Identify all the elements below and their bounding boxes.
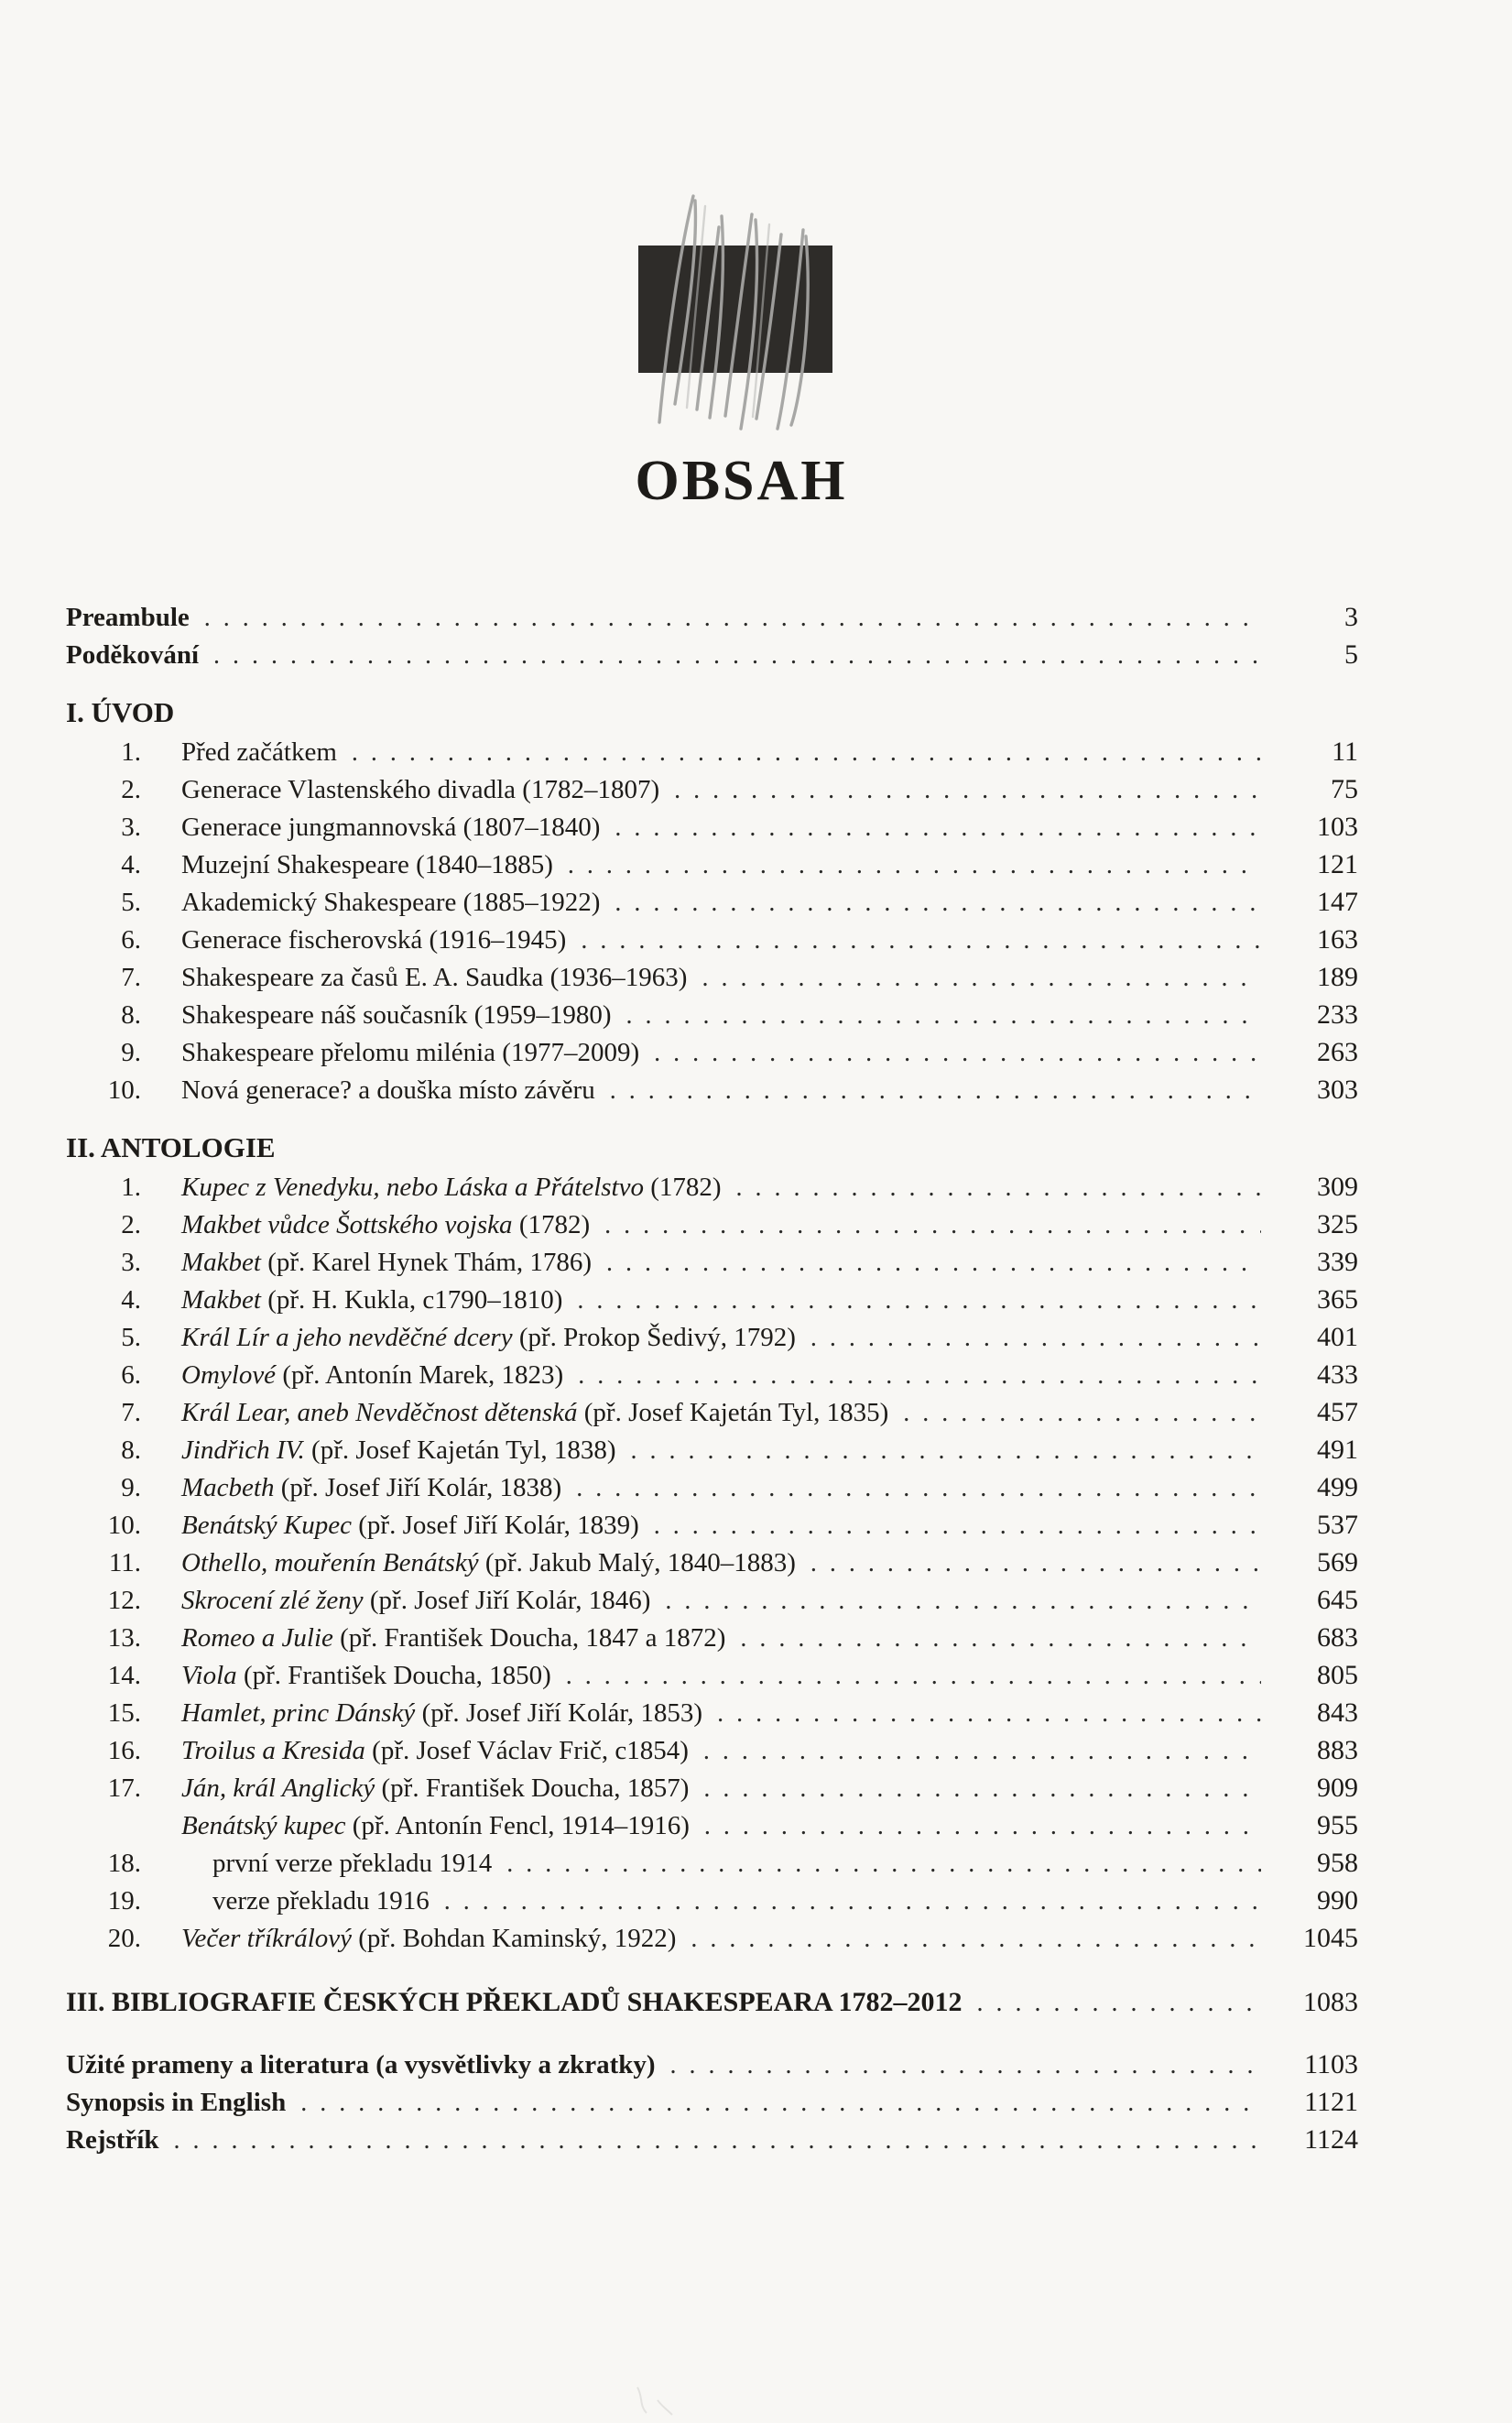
entry-title-roman: (př. František Doucha, 1847 a 1872): [332, 1623, 726, 1653]
dot-leader: [566, 1658, 1261, 1695]
entry-title-italic: Troilus a Kresida: [181, 1736, 365, 1765]
entry-number: 6.: [121, 1360, 141, 1390]
entry-title: [141, 1034, 639, 1071]
publisher-logo: [623, 188, 852, 431]
dot-leader: [631, 1433, 1262, 1469]
entry-title-italic: Kupec z Venedyku, nebo Láska a Přátelstvo: [181, 1173, 644, 1202]
dot-leader: [578, 1358, 1261, 1394]
entry-title-roman: (př. Karel Hynek Thám, 1786): [260, 1248, 593, 1277]
entry-title: [66, 2084, 286, 2121]
entry-number: 9.: [121, 1473, 141, 1502]
page-number: 339: [1317, 1247, 1358, 1277]
entry-number: 18.: [107, 1849, 141, 1878]
entry-title: [141, 846, 553, 883]
entry-number: 15.: [107, 1698, 141, 1728]
entry-number: 7.: [121, 963, 141, 992]
entry-title: [141, 1319, 796, 1356]
entry-title-roman: (př. František Doucha, 1850): [236, 1661, 551, 1690]
dot-leader: [703, 1733, 1261, 1770]
entry-title: [141, 1770, 689, 1806]
entry-title: [141, 1732, 689, 1769]
page-number: 75: [1331, 774, 1358, 804]
dot-leader: [576, 1470, 1261, 1507]
dot-leader: [704, 1808, 1261, 1845]
entry-label: Rejstřík: [66, 2125, 159, 2155]
entry-title-roman: (př. Josef Jiří Kolár, 1838): [274, 1473, 562, 1502]
entry-title: [141, 1507, 639, 1544]
page-number: 1103: [1304, 2049, 1358, 2079]
entry-title: [141, 1394, 888, 1431]
entry-title-roman: Generace Vlastenského divadla (1782–1807): [181, 775, 660, 804]
dot-leader: [703, 1771, 1261, 1807]
entry-title-roman: Akademický Shakespeare (1885–1922): [181, 888, 601, 917]
entry-number: 5.: [121, 1323, 141, 1352]
page-number: 805: [1317, 1660, 1358, 1690]
page-number: 365: [1317, 1284, 1358, 1315]
dot-leader: [615, 885, 1261, 922]
dot-leader: [568, 847, 1261, 884]
toc-entry: [66, 1981, 1358, 2025]
dot-leader: [604, 1207, 1261, 1244]
toc-entry: [66, 1620, 1358, 1657]
dot-leader: [977, 1982, 1261, 2025]
entry-title-italic: Makbet: [181, 1285, 261, 1315]
section-heading: II. ANTOLOGIE: [66, 1131, 276, 1163]
entry-title: [141, 1695, 702, 1731]
entry-title-roman: Generace jungmannovská (1807–1840): [181, 813, 601, 842]
entry-title-italic: Benátský kupec: [181, 1811, 346, 1840]
entry-title: [66, 637, 199, 673]
dot-leader: [610, 1073, 1261, 1109]
page-number: 1083: [1303, 1987, 1358, 2017]
page-number: 958: [1317, 1848, 1358, 1878]
entry-title: [141, 1072, 595, 1108]
entry-title-roman: (př. Josef Kajetán Tyl, 1838): [304, 1435, 616, 1465]
entry-title-roman: (př. Bohdan Kaminský, 1922): [352, 1924, 677, 1953]
toc-entry: [66, 1469, 1358, 1507]
toc-entry: [66, 922, 1358, 959]
toc-entry: [66, 884, 1358, 922]
entry-label: Užité prameny a literatura (a vysvětlivky a zkratky): [66, 2050, 656, 2079]
entry-title-roman: Shakespeare přelomu milénia (1977–2009): [181, 1038, 640, 1067]
entry-title: [141, 1883, 430, 1919]
entry-title: [141, 922, 566, 958]
toc-entry: [66, 959, 1358, 997]
entry-title-roman: (1782): [512, 1210, 591, 1239]
dot-leader: [577, 1282, 1261, 1319]
entry-title: [141, 1432, 616, 1468]
toc-entry: [66, 1282, 1358, 1319]
page-number: 909: [1317, 1773, 1358, 1803]
dot-leader: [810, 1320, 1261, 1357]
entry-title: [141, 1620, 725, 1656]
toc-entry: [66, 1357, 1358, 1394]
toc-entry: [66, 1883, 1358, 1920]
entry-number: 10.: [107, 1075, 141, 1105]
dot-leader: [173, 2123, 1261, 2159]
entry-number: 2.: [121, 775, 141, 804]
dot-leader: [717, 1696, 1261, 1732]
entry-title: [141, 884, 600, 921]
toc-entry: [66, 1695, 1358, 1732]
page-number: 433: [1317, 1359, 1358, 1390]
entry-title: [141, 1282, 562, 1318]
page-number: 147: [1317, 887, 1358, 917]
entry-title: [141, 1920, 676, 1957]
toc-entry: [66, 599, 1358, 637]
entry-title: [141, 734, 337, 770]
entry-title-italic: Benátský Kupec: [181, 1511, 353, 1540]
dot-leader: [626, 998, 1261, 1034]
toc-entry: [66, 809, 1358, 846]
dot-leader: [654, 1508, 1261, 1544]
page-number: 103: [1317, 812, 1358, 842]
entry-number: 1.: [121, 737, 141, 767]
entry-number: 12.: [107, 1586, 141, 1615]
dot-leader: [581, 922, 1261, 959]
entry-title: [141, 1807, 690, 1844]
dot-leader: [740, 1621, 1261, 1657]
toc-entry: [66, 1732, 1358, 1770]
page-number: 990: [1317, 1885, 1358, 1915]
page-number: 5: [1344, 639, 1358, 670]
entry-title: [141, 1469, 561, 1506]
entry-title: [141, 1357, 563, 1393]
toc-entry: [66, 771, 1358, 809]
entry-title-italic: Král Lír a jeho nevděčné dcery: [181, 1323, 513, 1352]
page-number: 401: [1317, 1322, 1358, 1352]
page-number: 843: [1317, 1697, 1358, 1728]
dot-leader: [810, 1545, 1261, 1582]
scan-artifact: [630, 2378, 685, 2418]
entry-title-roman: (1782): [643, 1173, 722, 1202]
entry-number: 4.: [121, 850, 141, 879]
dot-leader: [736, 1170, 1261, 1206]
entry-title-roman: (př. H. Kukla, c1790–1810): [260, 1285, 563, 1315]
entry-number: 16.: [107, 1736, 141, 1765]
dot-leader: [702, 960, 1261, 997]
entry-title: [141, 1206, 590, 1243]
page-number: 457: [1317, 1397, 1358, 1427]
entry-title-roman: (př. Josef Kajetán Tyl, 1835): [577, 1398, 889, 1427]
dot-leader: [691, 1921, 1261, 1958]
dot-leader: [606, 1245, 1261, 1282]
entry-title-roman: (př. Josef Jiří Kolár, 1846): [363, 1586, 651, 1615]
entry-title-italic: Othello, mouřenín Benátský: [181, 1548, 479, 1577]
dot-leader: [903, 1395, 1261, 1432]
toc-entry: [66, 1034, 1358, 1072]
dot-leader: [674, 772, 1261, 809]
entry-title-roman: první verze překladu 1914: [212, 1849, 493, 1878]
toc-entry: [66, 2122, 1358, 2159]
entry-title-italic: Viola: [181, 1661, 237, 1690]
toc-entry: [66, 1206, 1358, 1244]
entry-title: [66, 1981, 963, 2024]
toc-entry: [66, 1544, 1358, 1582]
toc-entry: [66, 1319, 1358, 1357]
section-heading: I. ÚVOD: [66, 696, 175, 728]
entry-title: [66, 2046, 656, 2083]
entry-title-italic: Hamlet, princ Dánský: [181, 1698, 416, 1728]
dot-leader: [204, 600, 1261, 637]
page-number: 121: [1317, 849, 1358, 879]
entry-title-roman: Před začátkem: [181, 737, 337, 767]
entry-title-roman: Shakespeare náš současník (1959–1980): [181, 1000, 612, 1030]
entry-label: Poděkování: [66, 640, 200, 670]
entry-number: 2.: [121, 1210, 141, 1239]
entry-title: [141, 1169, 722, 1206]
toc-entry: [66, 1770, 1358, 1807]
entry-number: 9.: [121, 1038, 141, 1067]
entry-title: [141, 959, 687, 996]
dot-leader: [352, 735, 1261, 771]
entry-title-roman: (př. Antonín Marek, 1823): [276, 1360, 564, 1390]
entry-title-roman: Nová generace? a douška místo závěru: [181, 1075, 595, 1105]
entry-title: [141, 1544, 796, 1581]
entry-title-roman: Shakespeare za časů E. A. Saudka (1936–1963): [181, 963, 688, 992]
page-number: 883: [1317, 1735, 1358, 1765]
entry-title-roman: (př. Prokop Šedivý, 1792): [512, 1323, 796, 1352]
entry-title: [141, 1244, 592, 1281]
page-number: 1124: [1304, 2124, 1358, 2155]
entry-number: 4.: [121, 1285, 141, 1315]
scribble-logo-icon: [623, 188, 852, 431]
page-number: 645: [1317, 1585, 1358, 1615]
toc-entry: [66, 1845, 1358, 1883]
entry-title: [141, 809, 600, 846]
toc-entry: [66, 1244, 1358, 1282]
page-number: 11: [1332, 737, 1358, 767]
entry-number: 1.: [121, 1173, 141, 1202]
toc-entry: [66, 846, 1358, 884]
entry-title-roman: (př. Jakub Malý, 1840–1883): [478, 1548, 796, 1577]
page-number: 955: [1317, 1810, 1358, 1840]
page-number: 189: [1317, 962, 1358, 992]
page-number: 1121: [1304, 2087, 1358, 2117]
entry-title-italic: Macbeth: [181, 1473, 275, 1502]
entry-title: [141, 1657, 551, 1694]
entry-title-italic: Makbet: [181, 1248, 261, 1277]
page-number: 537: [1317, 1510, 1358, 1540]
toc-entry: [66, 1920, 1358, 1958]
entry-title-italic: Ján, král Anglický: [181, 1774, 375, 1803]
entry-title: [141, 1845, 492, 1882]
page-number: 303: [1317, 1075, 1358, 1105]
page-number: 491: [1317, 1435, 1358, 1465]
entry-number: 14.: [107, 1661, 141, 1690]
page-number: 499: [1317, 1472, 1358, 1502]
toc-entry: [66, 2084, 1358, 2122]
dot-leader: [300, 2085, 1261, 2122]
entry-number: 6.: [121, 925, 141, 955]
entry-title: [141, 1582, 650, 1619]
page-number: 263: [1317, 1037, 1358, 1067]
entry-title: [66, 599, 190, 636]
page-number: 569: [1317, 1547, 1358, 1577]
dot-leader: [444, 1883, 1261, 1920]
entry-number: 10.: [107, 1511, 141, 1540]
entry-number: 11.: [108, 1548, 141, 1577]
toc-entry: [66, 1169, 1358, 1206]
toc-entry: [66, 2046, 1358, 2084]
page-number: 3: [1344, 602, 1358, 632]
entry-title-italic: Jindřich IV.: [181, 1435, 305, 1465]
entry-title-italic: Omylové: [181, 1360, 277, 1390]
toc-entry: [66, 734, 1358, 771]
entry-title-italic: Král Lear, aneb Nevděčnost dětenská: [181, 1398, 578, 1427]
page-number: 325: [1317, 1209, 1358, 1239]
entry-title: [66, 2122, 158, 2158]
dot-leader: [506, 1846, 1261, 1883]
toc-entry: [66, 1582, 1358, 1620]
entry-title-roman: (př. Josef Jiří Kolár, 1839): [352, 1511, 639, 1540]
entry-title-roman: (př. Antonín Fencl, 1914–1916): [345, 1811, 690, 1840]
dot-leader: [654, 1035, 1261, 1072]
entry-number: 3.: [121, 1248, 141, 1277]
page-number: 683: [1317, 1622, 1358, 1653]
entry-title-roman: (př. Josef Václav Frič, c1854): [364, 1736, 689, 1765]
entry-number: 20.: [107, 1924, 141, 1953]
entry-title-roman: (př. Josef Jiří Kolár, 1853): [415, 1698, 703, 1728]
dot-leader: [615, 810, 1261, 846]
toc-entry: [66, 637, 1358, 674]
entry-title-roman: Generace fischerovská (1916–1945): [181, 925, 567, 955]
toc-entry: [66, 1807, 1358, 1845]
dot-leader: [665, 1583, 1261, 1620]
entry-title-roman: Muzejní Shakespeare (1840–1885): [181, 850, 553, 879]
entry-title-italic: Makbet vůdce Šottského vojska: [181, 1210, 513, 1239]
entry-title-italic: Večer tříkrálový: [181, 1924, 353, 1953]
page-number: 163: [1317, 924, 1358, 955]
entry-title-roman: verze překladu 1916: [212, 1886, 430, 1915]
toc-entry: [66, 1072, 1358, 1109]
entry-title-roman: (př. František Doucha, 1857): [375, 1774, 690, 1803]
page-title: OBSAH: [635, 450, 848, 512]
entry-label: III. BIBLIOGRAFIE ČESKÝCH PŘEKLADŮ SHAKESPEARA 1782–2012: [66, 1987, 963, 2017]
toc-entry: [66, 1657, 1358, 1695]
toc-entry: [66, 1432, 1358, 1469]
toc-entry: [66, 997, 1358, 1034]
entry-title: [141, 997, 612, 1033]
page-number: 233: [1317, 999, 1358, 1030]
entry-title-italic: Romeo a Julie: [181, 1623, 333, 1653]
entry-number: 3.: [121, 813, 141, 842]
page-number: 309: [1317, 1172, 1358, 1202]
entry-label: Preambule: [66, 603, 190, 632]
entry-number: 5.: [121, 888, 141, 917]
dot-leader: [213, 638, 1261, 674]
entry-label: Synopsis in English: [66, 2088, 287, 2117]
dot-leader: [670, 2047, 1261, 2084]
table-of-contents: [66, 599, 1358, 2159]
entry-number: 17.: [107, 1774, 141, 1803]
toc-entry: [66, 1507, 1358, 1544]
entry-title: [141, 771, 659, 808]
toc-entry: [66, 1394, 1358, 1432]
entry-number: 13.: [107, 1623, 141, 1653]
entry-number: 8.: [121, 1435, 141, 1465]
entry-number: 7.: [121, 1398, 141, 1427]
entry-number: 8.: [121, 1000, 141, 1030]
entry-number: 19.: [107, 1886, 141, 1915]
entry-title-italic: Skrocení zlé ženy: [181, 1586, 364, 1615]
page-number: 1045: [1303, 1923, 1358, 1953]
